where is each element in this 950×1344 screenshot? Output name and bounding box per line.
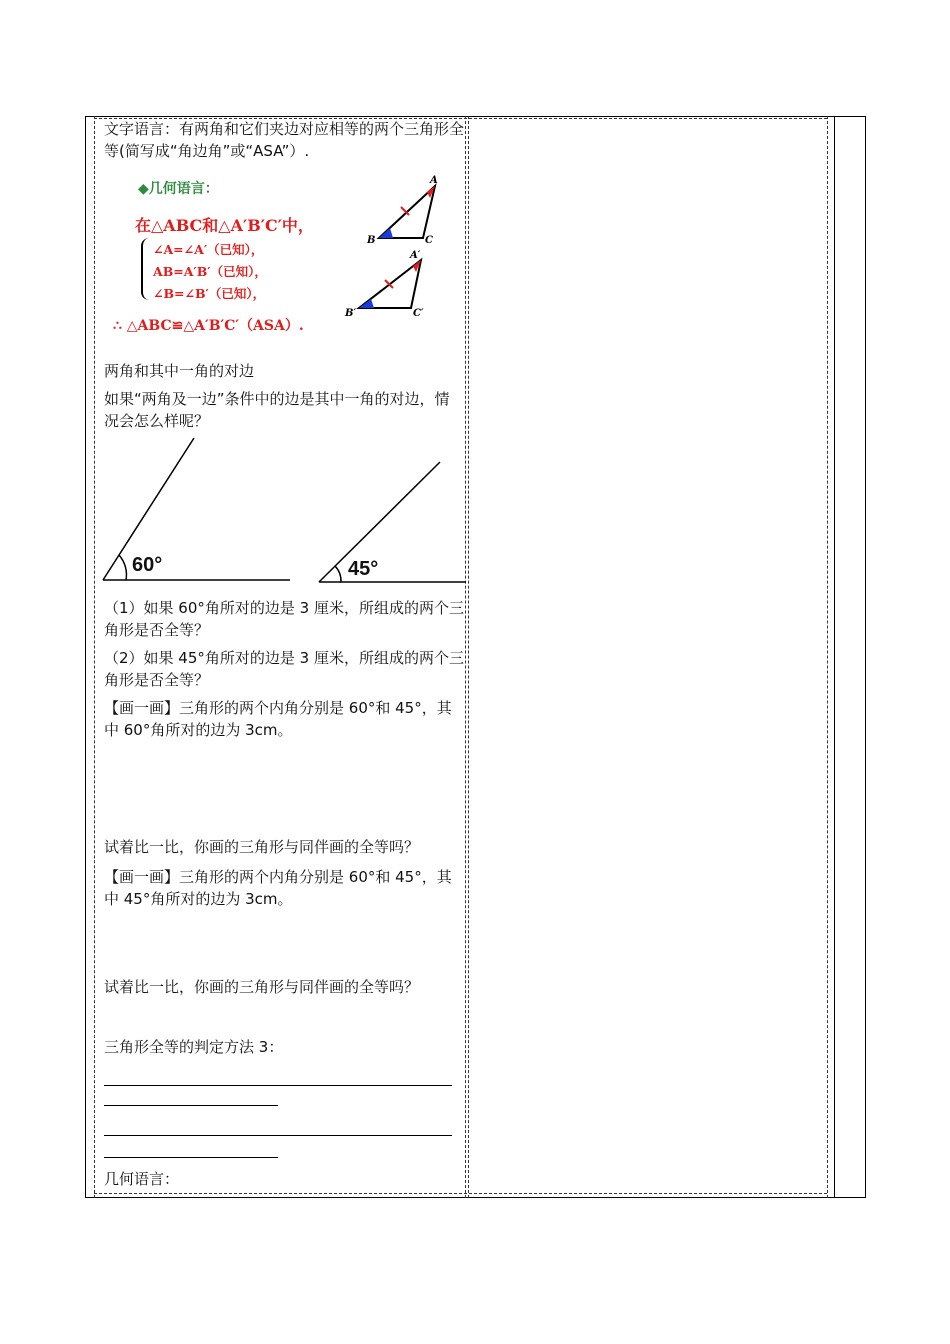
angle45-label: 45° xyxy=(348,558,379,580)
conclusion: ∴ △ABC≌△A′B′C′（ASA）. xyxy=(113,318,304,334)
condition-3: ∠B=∠B′（已知）， xyxy=(153,286,266,301)
question-1: （1）如果 60°角所对的边是 3 厘米，所组成的两个三角形是否全等？ xyxy=(104,599,464,639)
angle45-ray xyxy=(319,462,440,582)
angle60-label: 60° xyxy=(132,554,163,576)
answer-line-4[interactable] xyxy=(104,1157,278,1158)
label-a2: A′ xyxy=(410,250,421,261)
dashed-middle-a xyxy=(465,116,466,1198)
answer-line-1[interactable] xyxy=(104,1085,452,1086)
angle-b-mark xyxy=(379,228,393,238)
geometry-language-prompt: 几何语言： xyxy=(104,1170,180,1188)
label-c2: C′ xyxy=(413,308,424,319)
table-right-border xyxy=(865,116,866,1198)
angle-b2-mark xyxy=(359,299,374,308)
answer-line-2[interactable] xyxy=(104,1105,278,1106)
label-b: B xyxy=(367,235,376,246)
condition-1: ∠A=∠A′（已知）， xyxy=(153,242,264,257)
geometry-label: ◆几何语言： xyxy=(138,181,219,197)
dashed-left xyxy=(94,116,95,1198)
label-a: A xyxy=(430,175,438,186)
answer-line-3[interactable] xyxy=(104,1135,452,1136)
angle45-arc xyxy=(335,566,341,582)
triangles-diagram xyxy=(105,168,460,338)
angle60-arc xyxy=(119,555,126,580)
dashed-middle-b xyxy=(468,116,469,1198)
draw-task-2: 【画一画】三角形的两个内角分别是 60°和 45°，其中 45°角所对的边为 3cm。 xyxy=(104,868,452,908)
dashed-right xyxy=(827,116,828,1198)
compare-2: 试着比一比，你画的三角形与同伴画的全等吗？ xyxy=(104,978,420,996)
text-statement: 文字语言：有两角和它们夹边对应相等的两个三角形全等(简写成“角边角”或“ASA”）. xyxy=(104,120,465,160)
compare-1: 试着比一比，你画的三角形与同伴画的全等吗？ xyxy=(104,838,420,856)
asa-figure xyxy=(105,168,460,338)
draw-task-1: 【画一画】三角形的两个内角分别是 60°和 45°，其中 60°角所对的边为 3cm。 xyxy=(104,699,452,739)
condition-2: AB=A′B′（已知）， xyxy=(153,264,267,279)
label-b2: B′ xyxy=(345,308,357,319)
column-divider xyxy=(834,116,835,1198)
table-left-border xyxy=(85,116,86,1198)
table-bottom-border xyxy=(85,1197,866,1198)
question-2: （2）如果 45°角所对的边是 3 厘米，所组成的两个三角形是否全等？ xyxy=(104,649,464,689)
dashed-bottom xyxy=(94,1193,827,1194)
method-3: 三角形全等的判定方法 3： xyxy=(104,1038,284,1056)
geometry-intro: 在△ABC和△A′B′C′中， xyxy=(135,216,314,235)
table-top-border xyxy=(85,116,866,117)
question: 如果“两角及一边”条件中的边是其中一角的对边，情况会怎么样呢？ xyxy=(104,390,450,430)
subtitle: 两角和其中一角的对边 xyxy=(104,362,255,380)
label-c: C xyxy=(425,235,433,246)
